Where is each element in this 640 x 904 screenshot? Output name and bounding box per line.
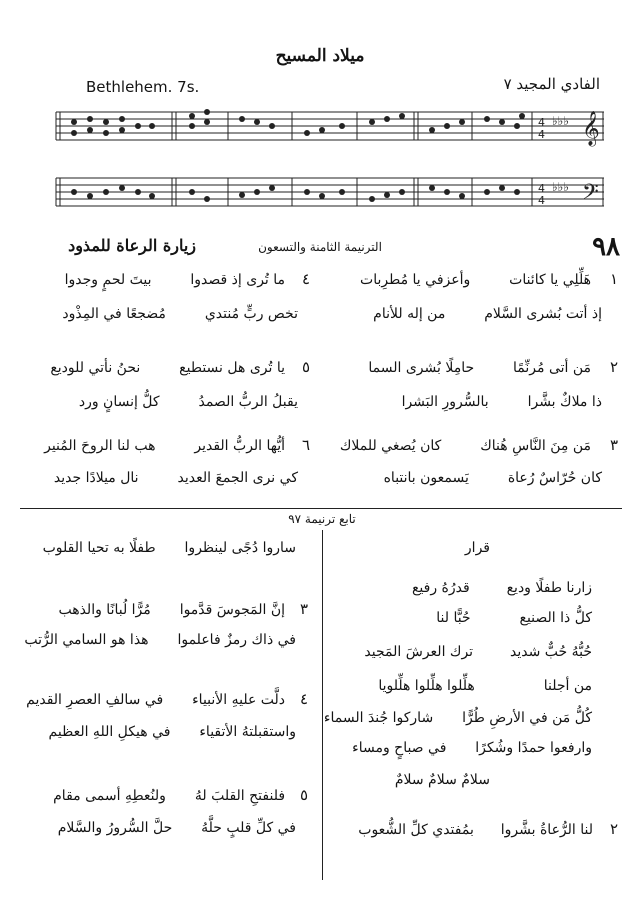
tune-name-english: Bethlehem. 7s. (86, 78, 200, 96)
refrain-label: قرار (464, 540, 490, 556)
hymn-subject: الترنيمة الثامنة والتسعون (258, 240, 382, 254)
refrain-hemistich: حُبًّا لنا (436, 610, 471, 626)
verse-hemistich: ذا ملاكٌ بشَّرا (527, 394, 602, 410)
stanza-line (43, 540, 296, 556)
refrain-hemistich: شاركوا جُندَ السماء (323, 710, 434, 726)
refrain-line (324, 710, 592, 726)
svg-text:♭♭♭: ♭♭♭ (552, 180, 569, 194)
verse-hemistich: مَن مِنَ النَّاسِ هُناك (480, 438, 592, 454)
refrain-line (436, 610, 592, 626)
stanza-2-line-1 (358, 820, 618, 838)
verse-hemistich: بيتَ لحمٍ وجدوا (64, 272, 152, 288)
verse-hemistich: هَلِّلِي يا كائنات (509, 272, 592, 288)
refrain-hemistich: ترك العرشَ المَجيد (364, 644, 474, 660)
stanza-3-line-2 (384, 470, 602, 486)
hymn-title: زيارة الرعاة للمذود (68, 236, 196, 255)
verse-hemistich: أيُّها الربُّ القدير (194, 438, 286, 454)
verse-hemistich: كان حُرّاسٌ رُعاة (507, 470, 602, 486)
verse-hemistich: ساروا دُجًى لينظروا (184, 540, 296, 556)
verse-hemistich: في كلِّ قلبٍ حلَّهُ (201, 820, 296, 836)
section-divider (20, 508, 622, 509)
refrain-line (378, 678, 592, 694)
svg-text:4: 4 (538, 194, 545, 207)
tune-name-arabic: الفادي المجيد ٧ (503, 75, 600, 93)
stanza-5-line-1 (53, 786, 308, 804)
verse-hemistich: يقبلُ الربُّ الصمدُ (198, 394, 298, 410)
stanza-number: ٤ (301, 270, 310, 288)
refrain-line (364, 644, 592, 660)
refrain-hemistich: من أجلنا (543, 678, 592, 694)
stanza-3-line-2 (24, 632, 296, 648)
stanza-1-line-2 (373, 306, 602, 322)
refrain-hemistich: سلامٌ سلامٌ سلامٌ (394, 772, 490, 788)
svg-text:𝄞: 𝄞 (582, 111, 600, 146)
verse-hemistich: كلُّ إنسانٍ ورد (78, 394, 160, 410)
refrain-hemistich: كلُّ ذا الصنيع (519, 610, 592, 626)
verse-hemistich: كان يُصغي للملاك (339, 438, 442, 454)
verse-hemistich: من إله للأنام (373, 306, 446, 322)
stanza-1-line-1 (360, 270, 618, 288)
music-staves-icon (52, 100, 608, 230)
svg-text:𝄢: 𝄢 (582, 180, 599, 210)
stanza-number: ٢ (609, 820, 618, 838)
stanza-number: ٣ (299, 600, 308, 618)
verse-hemistich: ولنُعطِهِ أسمى مقام (53, 788, 166, 804)
verse-hemistich: هذا هو السامي الرُّتب (24, 632, 149, 648)
svg-text:4: 4 (538, 128, 545, 141)
stanza-number: ٢ (609, 358, 618, 376)
verse-hemistich: نال ميلادًا جديد (53, 470, 139, 486)
stanza-4-line-2 (49, 724, 296, 740)
refrain-line (395, 772, 490, 788)
verse-hemistich: فلنفتحِ القلبَ لهُ (194, 788, 286, 804)
verse-hemistich: إنَّ المَجوسَ قدَّموا (179, 602, 286, 618)
stanza-2-line-2 (402, 394, 602, 410)
verse-hemistich: ما تُرى إذ قصدوا (190, 272, 286, 288)
stanza-number: ٤ (299, 690, 308, 708)
refrain-hemistich: حُبُّهُ حُبٌّ شديد (509, 644, 592, 660)
verse-hemistich: في هيكلِ اللهِ العظيم (48, 724, 171, 740)
column-divider (322, 530, 323, 880)
stanza-number: ٣ (609, 436, 618, 454)
verse-hemistich: طفلًا به تحيا القلوب (42, 540, 156, 556)
svg-text:♭♭♭: ♭♭♭ (552, 114, 569, 128)
verse-hemistich: في سالفِ العصرِ القديم (26, 692, 164, 708)
stanza-5-line-2 (79, 394, 298, 410)
refrain-hemistich: هلِّلوا هلِّلوا هلِّلويا (378, 678, 475, 694)
stanza-3-line-1 (340, 436, 618, 454)
verse-hemistich: حلَّ السُّرورُ والسَّلام (57, 820, 173, 836)
music-notation (52, 100, 608, 230)
stanza-4-line-1 (65, 270, 310, 288)
stanza-number: ١ (609, 270, 618, 288)
continued-hymn-title: تابع ترنيمة ٩٧ (288, 512, 356, 526)
verse-hemistich: وأعزفي يا مُطرِبات (360, 272, 471, 288)
refrain-hemistich: زارنا طفلًا وديع (506, 580, 592, 596)
stanza-5-line-2 (58, 820, 296, 836)
stanza-3-line-1 (58, 600, 308, 618)
refrain-line (352, 740, 592, 756)
verse-hemistich: إذ أتت بُشرى السَّلام (484, 306, 602, 322)
stanza-4-line-2 (62, 306, 298, 322)
refrain-hemistich: كُلُّ مَن في الأرضِ طُرًّا (462, 710, 592, 726)
svg-text:4: 4 (538, 182, 545, 195)
verse-hemistich: كي نرى الجمعَ العديد (177, 470, 298, 486)
stanza-6-line-2 (54, 470, 298, 486)
refrain-hemistich: في صباحٍ ومساء (352, 740, 447, 756)
verse-hemistich: هب لنا الروحَ المُنير (44, 438, 156, 454)
verse-hemistich: نحنُ نأتي للوديع (50, 360, 141, 376)
verse-hemistich: مُضجعًا في المِذْود (62, 306, 166, 322)
stanza-number: ٥ (301, 358, 310, 376)
verse-hemistich: بالسُّرورِ البَشرا (401, 394, 489, 410)
stanza-number: ٥ (299, 786, 308, 804)
refrain-hemistich: قدرُهُ رفيع (411, 580, 470, 596)
verse-hemistich: مَن أتى مُرنِّمًا (513, 360, 592, 376)
verse-hemistich: بمُفتدي كلِّ الشُّعوب (358, 822, 474, 838)
stanza-4-line-1 (26, 690, 308, 708)
verse-hemistich: مُرًّا لُبانًا والذهب (58, 602, 151, 618)
stanza-number: ٦ (301, 436, 310, 454)
refrain-hemistich: وارفعوا حمدًا وشُكرًا (475, 740, 592, 756)
verse-hemistich: تخص ربٍّ مُنتدي (204, 306, 298, 322)
verse-hemistich: لنا الرُّعاةُ بشَّروا (500, 822, 594, 838)
refrain-line (412, 580, 592, 596)
verse-hemistich: واستقبلتهُ الأتقياء (199, 724, 296, 740)
verse-hemistich: دلَّت عليهِ الأنبياء (192, 692, 286, 708)
section-title: ميلاد المسيح (275, 46, 365, 66)
verse-hemistich: في ذاك رمزٌ فاعلموا (177, 632, 296, 648)
verse-hemistich: حامِلًا بُشرى السما (368, 360, 475, 376)
verse-hemistich: يَسمعون بانتباه (383, 470, 469, 486)
stanza-2-line-1 (368, 358, 618, 376)
svg-text:4: 4 (538, 116, 545, 129)
hymn-number: ٩٨ (592, 232, 620, 262)
stanza-5-line-1 (50, 358, 310, 376)
verse-hemistich: يا تُرى هل نستطيع (179, 360, 286, 376)
stanza-6-line-1 (44, 436, 310, 454)
